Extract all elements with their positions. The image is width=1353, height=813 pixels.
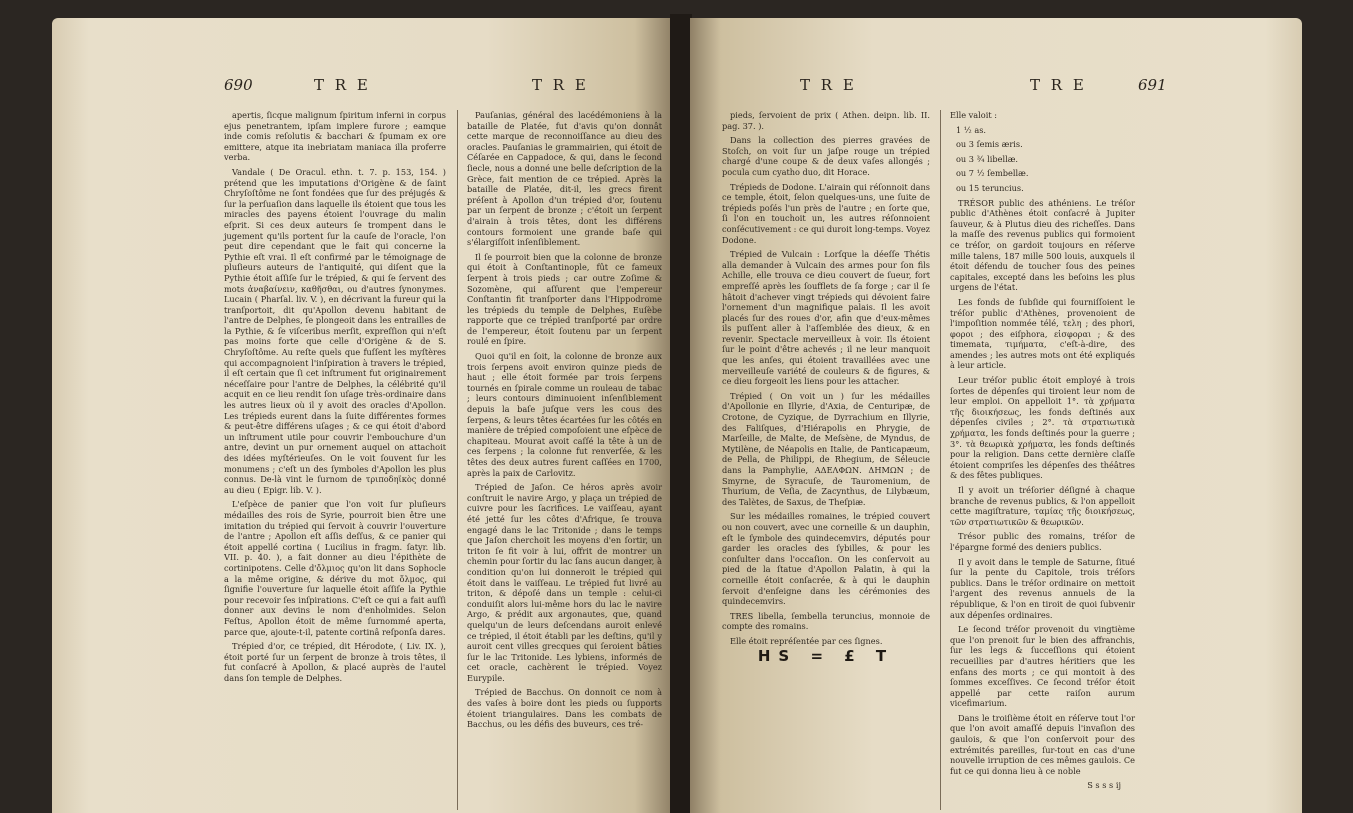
right-page (690, 18, 1302, 813)
column-divider (457, 110, 458, 810)
center-head: T R E (800, 76, 857, 94)
page-number: 690 (224, 76, 253, 94)
value-item: 1 ½ as. (956, 124, 987, 135)
center-head: T R E (532, 76, 589, 94)
page-number: 691 (1138, 76, 1167, 94)
paragraph: TRES libella, ſembella teruncius, monnoie de compte des romains. (722, 610, 930, 632)
running-head: T R E (314, 76, 371, 94)
right-column-2-text (950, 198, 1135, 777)
paragraph: Dans la collection des pierres gravées de Stoſch, on voit ſur un jaſpe rouge un trépied chargé d'une coupe & de deux vaſes allongés ; pocula cum cyatho duo, dit Horace. (722, 135, 930, 177)
paragraph: Elle étoit repréſentée par ces ſignes. (730, 635, 883, 646)
paragraph: Trépied ( On voit un ) ſur les médailles d'Apollonie en Illyrie, d'Axia, de Centuripæ, de Crotone, de Cyzique, de Dyrrachium en Illyrie, des Faliſques, d'Hiérapolis en Phrygie, de Marſeille, de Malte, de Meſsène, de Myndus, de Mytilène, de Néapolis en Italie, de Panticapæum, de Pella, de Philippi, de Rhegium, de Séleucie dans la Pamphylie, ΑΔΕΛΦΩΝ. ΔΗΜΩΝ ; de Smyrne, de Syracuſe, de Tauromenium, de Thurium, de Veſia, de Zacynthus, de Lilybæum, des Talètes, de Saxus, de Theſpiæ. (722, 390, 930, 507)
paragraph: Trésor public des romains, tréſor de l'épargne formé des deniers publics. (950, 531, 1135, 552)
paragraph: Trépied d'or, ce trépied, dit Hérodote, ( Liv. IX. ), étoit porté ſur un ſerpent de bronze à trois têtes, il fut conſacré à Apollon, & placé auprès de l'autel dans ſon temple de Delphes. (224, 641, 446, 683)
paragraph: apertis, ſicque malignum ſpiritum inferni in corpus ejus penetrantem, ipſam implere furore ; eamque inde comis reſolutis & bacchari & ſpumam ex ore emittere, atque ita inebriatam maniaca illa proferre verba. (224, 110, 446, 163)
paragraph: pieds, ſervoient de prix ( Athen. deipn. lib. II. pag. 37. ). (722, 110, 930, 131)
paragraph: Il ſe pourroit bien que la colonne de bronze qui étoit à Conſtantinople, fût ce fameux ſerpent à trois pieds ; car outre Zoſime & Sozomène, qui aſſurent que l'empereur Conſtantin fit tranſporter dans l'Hippodrome les trépieds du temple de Delphes, Euſèbe rapporte que ce trépied tranſporté par ordre de l'empereur, étoit ſoutenu par un ſerpent roulé en ſpire. (467, 251, 662, 347)
paragraph: Vandale ( De Oracul. ethn. t. 7. p. 153, 154. ) prétend que les imputations d'Origène & de ſaint Chryſoſtôme ne ſont fondées que ſur des préjugés & ſur la perſuaſion dans laquelle ils étoient que tous les miracles des payens étoient l'ouvrage du malin eſprit. Si ces deux auteurs ſe trompent dans le jugement qu'ils portent ſur la cauſe de l'oracle, l'on peut dire cependant que le fait qui concerne la Pythie eſt vrai. Il eſt confirmé par le témoignage de pluſieurs auteurs de l'antiquité, qui diſent que la Pythie étoit aſſiſe ſur le trépied, & qui ſe ſervent des mots ἀναβαίνειν, καθῆσθαι, ou d'autres ſynonymes. Lucain ( Pharſal. liv. V. ), en décrivant la fureur qui la tranſportoit, dit qu'Apollon devenu habitant de l'antre de Delphes, ſe plongeoit dans les entrailles de la Pythie, & ſe viſceribus merſit, expreſſion qui n'eſt pas moins forte que celle d'Origène & de S. Chryſoſtôme. Au reſte quels que fuſſent les myſtères qui accompagnoient l'inſpiration à travers le trépied, il eſt certain que ſi cet inſtrument fut originairement néceſſaire pour l'antre de Delphes, la célébrité qu'il acquit en ce lieu rendit ſon uſage très-ordinaire dans les autres lieux où il y avoit des oracles d'Apollon. Les trépieds eurent dans la ſuite différentes formes & peut-être différens uſages ; & ce qui étoit d'abord un inſtrument utile pour couvrir l'embouchure d'un antre, devint un pur ornement auquel on attachoit des idées myſtérieuſes. On le voit ſouvent ſur les monumens ; c'eſt un des ſymboles d'Apollon les plus connus. De-là vint le ſurnom de τριποδηϊκὸς donné au dieu ( Epigr. lib. V. ). (224, 166, 446, 495)
coin-inscription: HS = £ T (757, 646, 895, 665)
value-item: ou 3 ſemis æris. (956, 139, 1023, 150)
left-column-2 (467, 110, 662, 734)
paragraph: L'eſpèce de panier que l'on voit ſur pluſieurs médailles des rois de Syrie, pourroit bien être une imitation du trépied qui ſervoit à couvrir l'ouverture de l'antre ; Apollon eſt aſſis deſſus, & ce panier qui étoit appellé cortina ( Lucilius in fragm. ſatyr. lib. VII. p. 40. ), a fait donner au dieu l'épithète de cortinipotens. Celle d'ὄλμιος qu'on lit dans Sophocle a la même origine, & dérive du mot ὅλμος, qui ſignifie l'ouverture ſur laquelle étoit aſſiſe la Pythie pour recevoir ſes inſpirations. C'eſt ce qui a fait auſſi donner aux devins le nom d'enholmides. Selon Feſtus, Apollon étoit de même ſurnommé aperta, parce que, ajoute-t-il, patente cortinâ reſponſa dares. (224, 499, 446, 637)
column-divider (940, 110, 941, 810)
values-intro: Elle valoit : (950, 110, 997, 120)
paragraph: Leur tréſor public étoit employé à trois ſortes de dépenſes qui tiroient leur nom de leur emploi. On appelloit 1°. τὰ χρήματα τῆς διοικήσεως, les fonds deſtinés aux dépenſes civiles ; 2°. τὰ στρατιωτικὰ χρήματα, les fonds deſtinés pour la guerre ; 3°. τὰ θεωρικὰ χρήματα, les fonds deſtinés pour la religion. Dans cette dernière claſſe étoient compriſes les dépenſes des théâtres & des fêtes publiques. (950, 375, 1135, 481)
paragraph: Il y avoit un tréſorier déſigné à chaque branche de revenus publics, & l'on appelloit cette magiſtrature, ταμίας τῆς διοικήσεως, τῶν στρατιωτικῶν & θεωρικῶν. (950, 485, 1135, 527)
paragraph: Le ſecond tréſor provenoit du vingtième que l'on prenoit ſur le bien des affranchis, ſur les legs & ſucceſſions qui étoient recueillies par d'autres héritiers que les enfans des morts ; ce qui montoit à des ſommes exceſſives. Ce ſecond tréſor étoit appellé par cette raiſon aurum vicefimarium. (950, 624, 1135, 709)
paragraph: Trépied de Jaſon. Ce héros après avoir conſtruit le navire Argo, y plaça un trépied de cuivre pour les ſacrifices. Le vaiſſeau, ayant été jetté ſur les côtes d'Afrique, ſe trouva engagé dans le lac Tritonide ; dans le temps que Jaſon cherchoit les moyens d'en ſortir, un triton ſe fit voir à lui, offrit de montrer un chemin pour ſortir du lac ſans aucun danger, à condition qu'on lui donneroit le trépied qui étoit dans le vaiſſeau. Le trépied fut livré au triton, & dépoſé dans un temple : celui-ci conduiſit alors lui-même hors du lac le navire Argo, & prédit aux argonautes, que, quand quelqu'un de leurs deſcendans auroit enlevé ce trépied, il étoit établi par les deſtins, qu'il y auroit cent villes grecques qui ſeroient bâties ſur le lac Tritonide. Les lybiens, informés de cet oracle, cachèrent le trépied. Voyez Eurypile. (467, 482, 662, 683)
right-column-1 (722, 110, 930, 665)
paragraph: Trépied de Bacchus. On donnoit ce nom à des vaſes à boire dont les pieds ou ſupports étoient triangulaires. Dans les combats de Bacchus, ou les défis des buveurs, ces tré- (467, 687, 662, 730)
paragraph: Trépieds de Dodone. L'airain qui réſonnoit dans ce temple, étoit, ſelon quelques-uns, une ſuite de trépieds poſés l'un près de l'autre ; en ſorte que, ſi l'on en touchoit un, les autres réſonnoient conſécutivement : ce qui duroit long-temps. Voyez Dodone. (722, 181, 930, 245)
paragraph: Dans le troiſième étoit en réſerve tout l'or que l'on avoit amaſſé depuis l'invaſion des gaulois, & que l'on conſervoit pour des extrémités pareilles, ſur-tout en cas d'une nouvelle irruption de ces mêmes gaulois. Ce fut ce qui donna lieu à ce noble (950, 712, 1135, 776)
paragraph: Pauſanias, général des lacédémoniens à la bataille de Platée, fut d'avis qu'on donnât cette marque de reconnoiſſance au dieu des oracles. Pauſanias le grammairien, qui étoit de Céſarée en Cappadoce, & qui, dans le ſecond ſiecle, nous a donné une belle deſcription de la Grèce, fait mention de ce trépied. Après la bataille de Platée, dit-il, les grecs firent préſent à Apollon d'un trépied d'or, ſoutenu par un ſerpent de bronze ; c'étoit un ſerpent d'airain à trois têtes, dont les différens contours formoient une grande baſe qui s'élargiſſoit inſenſiblement. (467, 110, 662, 248)
paragraph: Les fonds de ſubſide qui fourniſſoient le tréſor public d'Athènes, provenoient de l'impoſition nommée télé, τελη ; des phori, φοροι ; des eiſphora, εἰσφοραι ; & des timemata, τιμήματα, c'eſt-à-dire, des amendes ; les autres mots ont été expliqués à leur article. (950, 296, 1135, 371)
value-item: ou 15 teruncius. (956, 182, 1024, 193)
paragraph: TRÉSOR public des athéniens. Le tréſor public d'Athènes étoit conſacré à Jupiter ſauveur, & à Plutus dieu des richeſſes. Dans la maſſe des revenus publics qui formoient ce tréſor, on gardoit toujours en réſerve mille talens, 187 mille 500 louis, auxquels il étoit défendu de toucher ſous des peines capitales, excepté dans les beſoins les plus urgens de l'état. (950, 197, 1135, 293)
left-page (52, 18, 672, 813)
left-column-1 (224, 110, 446, 687)
paragraph: Sur les médailles romaines, le trépied couvert ou non couvert, avec une corneille & un dauphin, eſt le ſymbole des quindecemvirs, députés pour garder les oracles des ſybilles, & pour les conſulter dans l'occaſion. On les conſervoit au pied de la ſtatue d'Apollon Palatin, à qui la corneille étoit conſacrée, & à qui le dauphin ſervoit d'enſeigne dans les cérémonies des quindecemvirs. (722, 511, 930, 607)
value-item: ou 3 ¾ libellæ. (956, 153, 1019, 164)
value-item: ou 7 ½ ſembellæ. (956, 168, 1029, 179)
running-head: T R E (1030, 76, 1087, 94)
paragraph: Il y avoit dans le temple de Saturne, ſitué ſur la pente du Capitole, trois tréſors publics. Dans le tréſor ordinaire on mettoit l'argent des revenus annuels de la république, & l'on en tiroit de quoi ſubvenir aux dépenſes ordinaires. (950, 556, 1135, 620)
paragraph: Quoi qu'il en ſoit, la colonne de bronze aux trois ſerpens avoit environ quinze pieds de haut ; elle étoit formée par trois ſerpens tournés en ſpirale comme un rouleau de tabac ; leurs contours diminuoient inſenſiblement depuis la baſe juſque vers les cous des ſerpens, & leurs têtes écartées ſur les côtés en manière de trépied compoſoient une eſpèce de chapiteau. Mourat avoit caſſé la tête à un de ces ſerpens ; la colonne fut renverſée, & les têtes des deux autres furent caſſées en 1700, après la paix de Carlovitz. (467, 351, 662, 478)
paragraph: Trépied de Vulcain : Lorſque la déeſſe Thétis alla demander à Vulcain des armes pour ſon fils Achille, elle trouva ce dieu couvert de ſueur, fort empreſſé après les ſoufflets de ſa forge ; car il ſe hâtoit d'achever vingt trépieds qui dévoient faire l'ornement d'un magnifique palais. Il les avoit placés ſur des roues d'or, afin que d'eux-mêmes ils puſſent aller à l'aſſemblée des dieux, & en revenir. Spectacle merveilleux à voir. Ils étoient ſur le point d'être achevés ; il ne leur manquoit que les anſes, qui étoient travaillées avec une merveilleuſe variété de couleurs & de figures, & ce dieu forgeoit les liens pour les attacher. (722, 249, 930, 387)
values-list (950, 125, 1135, 194)
right-column-2 (950, 110, 1135, 795)
book-spine (670, 14, 692, 813)
signature-mark: S s s s ij (1087, 780, 1121, 791)
